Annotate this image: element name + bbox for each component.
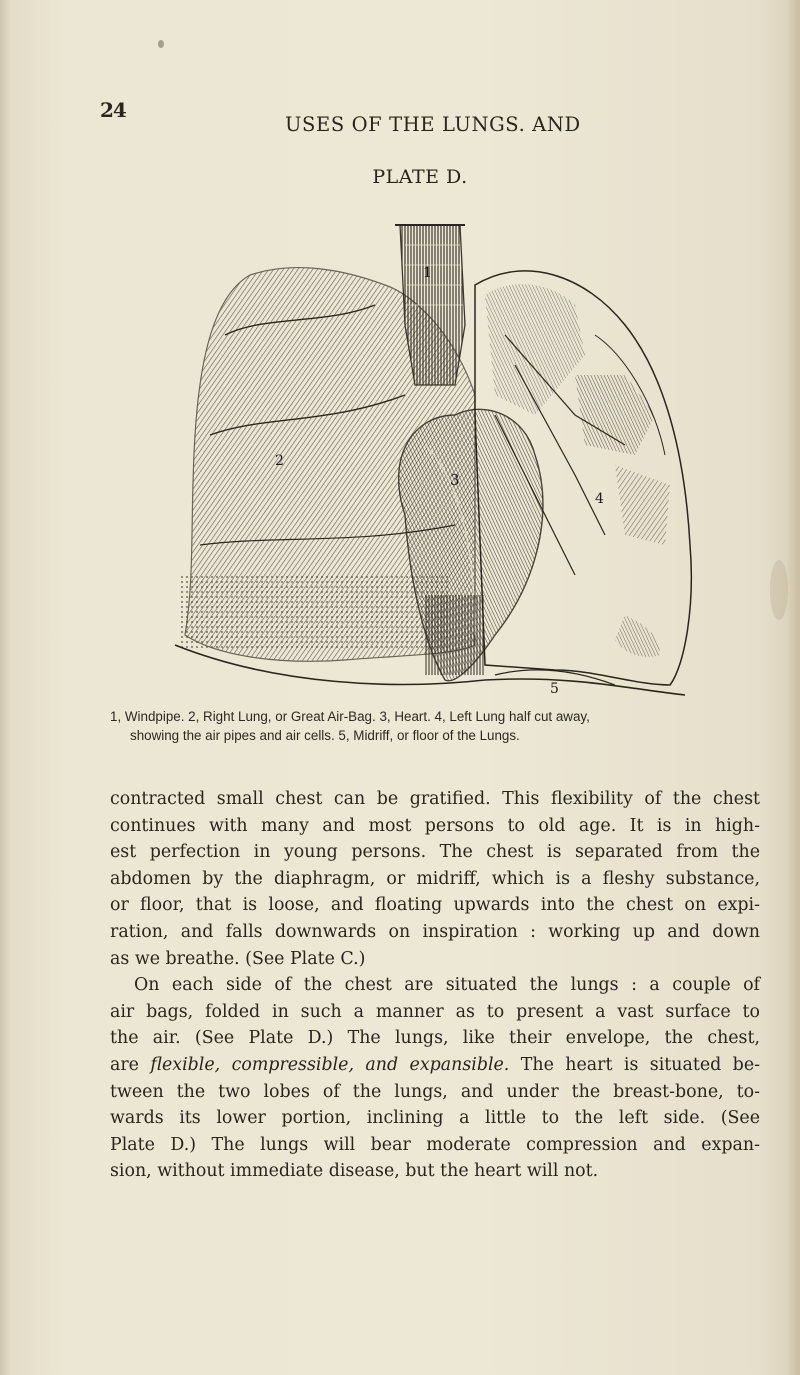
label-1: 1 bbox=[423, 265, 432, 281]
label-5: 5 bbox=[550, 681, 559, 697]
text-line: sion, without immediate disease, but the heart will not. bbox=[110, 1161, 599, 1182]
text-line: est perfection in young persons. The chest is separated from the bbox=[110, 842, 760, 863]
text-line: or floor, that is loose, and floating upwards into the chest on expi- bbox=[110, 895, 760, 916]
text-line: abdomen by the diaphragm, or midriff, which is a fleshy substance, bbox=[110, 868, 760, 889]
caption-line-2: showing the air pipes and air cells. 5, Midriff, or floor of the Lungs. bbox=[130, 728, 520, 743]
label-2: 2 bbox=[275, 453, 284, 469]
figure-caption bbox=[110, 707, 780, 745]
text-line: ration, and falls downwards on inspiration : working up and down bbox=[110, 921, 760, 942]
text-line: contracted small chest can be gratified. This flexibility of the chest bbox=[110, 789, 760, 809]
paper-stain bbox=[770, 560, 788, 620]
text-line-post: The heart is situated be- bbox=[509, 1054, 760, 1075]
plate-title: PLATE D. bbox=[372, 166, 468, 188]
text-line-emphasis bbox=[110, 1052, 760, 1079]
text-line-pre: are bbox=[110, 1054, 151, 1075]
text-line: air bags, folded in such a manner as to present a vast surface to bbox=[110, 1001, 760, 1022]
running-head: USES OF THE LUNGS. AND bbox=[285, 113, 581, 136]
text-line: the air. (See Plate D.) The lungs, like their envelope, the chest, bbox=[110, 1028, 760, 1049]
text-line: wards its lower portion, inclining a little to the left side. (See bbox=[110, 1108, 760, 1129]
caption-line-1: 1, Windpipe. 2, Right Lung, or Great Air-Bag. 3, Heart. 4, Left Lung half cut away, bbox=[110, 709, 590, 724]
label-4: 4 bbox=[595, 491, 604, 507]
page-number: 24 bbox=[100, 98, 126, 122]
text-line: as we breathe. (See Plate C.) bbox=[110, 948, 366, 969]
page-left-edge-shadow bbox=[0, 0, 10, 1375]
italic-phrase: flexible, compressible, and expansible. bbox=[150, 1054, 510, 1075]
text-line: continues with many and most persons to old age. It is in high- bbox=[110, 815, 760, 836]
text-line: tween the two lobes of the lungs, and under the breast-bone, to- bbox=[110, 1081, 760, 1102]
text-line: Plate D.) The lungs will bear moderate compression and expan- bbox=[110, 1134, 760, 1155]
paper-speck bbox=[158, 40, 164, 48]
lungs-illustration bbox=[155, 215, 715, 705]
label-3: 3 bbox=[450, 471, 460, 489]
page-right-edge-shadow bbox=[786, 0, 800, 1375]
body-text bbox=[110, 786, 760, 1185]
text-line: On each side of the chest are situated the lungs : a couple of bbox=[134, 975, 760, 996]
